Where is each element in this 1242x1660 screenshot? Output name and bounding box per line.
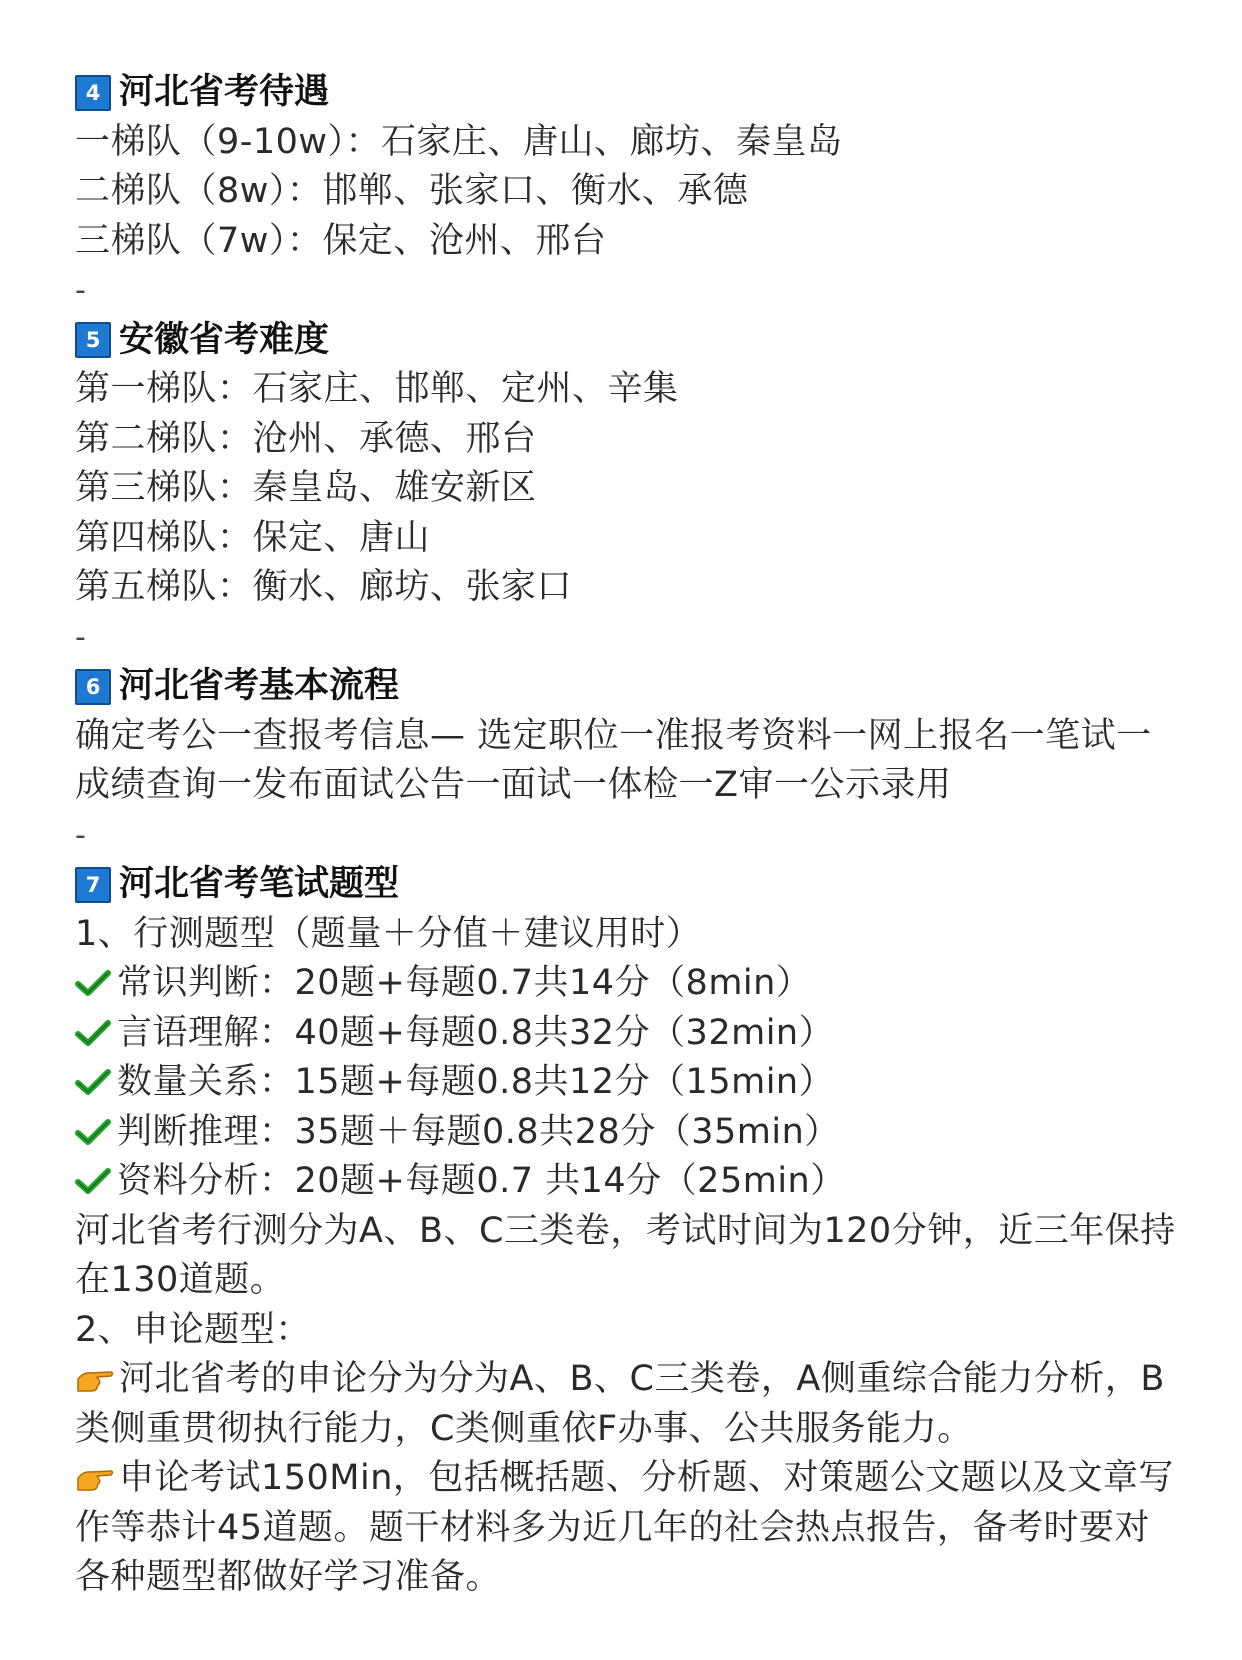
check-list-item (75, 1157, 1185, 1207)
check-item-text: 数量关系：15题+每题0.8共12分（15min） (117, 1062, 835, 1102)
check-mark-icon (75, 969, 111, 997)
number-4-badge-icon: 4 (75, 75, 111, 111)
text-line: 第四梯队：保定、唐山 (75, 517, 431, 558)
section-title: 河北省考待遇 (119, 72, 330, 112)
paragraph: 确定考公一查报考信息— 选定职位一准报考资料一网上报名一笔试一成绩查询一发布面试公告一面试一体检一Z审一公示录用 (75, 715, 1152, 805)
check-list-item (75, 1108, 1185, 1158)
section-heading-4 (75, 68, 1185, 118)
text-line: 一梯队（9-10w）：石家庄、唐山、廊坊、秦皇岛 (75, 121, 843, 162)
pointer-item-text: 河北省考的申论分为分为A、B、C三类卷，A侧重综合能力分析，B类侧重贯彻执行能力，C类侧重依F办事、公共服务能力。 (75, 1359, 1165, 1449)
text-line: 第三梯队：秦皇岛、雄安新区 (75, 468, 537, 508)
number-5-badge-icon: 5 (75, 322, 111, 358)
section-title: 河北省考笔试题型 (119, 864, 400, 904)
check-list-item (75, 1009, 1185, 1059)
section-title: 安徽省考难度 (119, 319, 330, 360)
separator: - (75, 817, 86, 853)
subheading: 2、申论题型： (75, 1309, 311, 1350)
text-line: 三梯队（7w）：保定、沧州、邢台 (75, 220, 607, 261)
section-heading-7 (75, 860, 1185, 910)
check-item-text: 资料分析：20题+每题0.7 共14分（25min） (117, 1161, 846, 1201)
subheading: 1、行测题型（题量＋分值＋建议用时） (75, 913, 702, 954)
number-7-badge-icon: 7 (75, 867, 111, 903)
check-mark-icon (75, 1167, 111, 1195)
check-list-item (75, 959, 1185, 1009)
document-page (75, 68, 1185, 1603)
check-item-text: 判断推理：35题＋每题0.8共28分（35min） (117, 1111, 840, 1152)
check-item-text: 常识判断：20题+每题0.7共14分（8min） (117, 963, 812, 1003)
separator: - (75, 619, 86, 655)
check-mark-icon (75, 1068, 111, 1096)
check-list-item (75, 1058, 1185, 1108)
check-mark-icon (75, 1019, 111, 1047)
section-heading-5 (75, 316, 1185, 366)
number-6-badge-icon: 6 (75, 669, 111, 705)
text-line: 第二梯队：沧州、承德、邢台 (75, 418, 537, 459)
text-line: 二梯队（8w）：邯郸、张家口、衡水、承德 (75, 171, 749, 211)
pointing-hand-icon (75, 1465, 115, 1493)
section-heading-6 (75, 662, 1185, 712)
pointer-list-item (75, 1454, 1185, 1603)
check-mark-icon (75, 1118, 111, 1146)
check-item-text: 言语理解：40题+每题0.8共32分（32min） (117, 1012, 835, 1053)
pointer-list-item (75, 1355, 1185, 1454)
text-line: 第一梯队：石家庄、邯郸、定州、辛集 (75, 369, 679, 409)
pointing-hand-icon (75, 1366, 115, 1394)
pointer-item-text: 申论考试150Min，包括概括题、分析题、对策题公文题以及文章写作等恭计45道题。题干材料多为近几年的社会热点报告，备考时要对各种题型都做好学习准备。 (75, 1458, 1174, 1597)
section-title: 河北省考基本流程 (119, 666, 400, 706)
paragraph: 河北省考行测分为A、B、C三类卷，考试时间为120分钟，近三年保持在130道题。 (75, 1210, 1176, 1300)
separator: - (75, 273, 86, 308)
text-line: 第五梯队：衡水、廊坊、张家口 (75, 567, 573, 607)
